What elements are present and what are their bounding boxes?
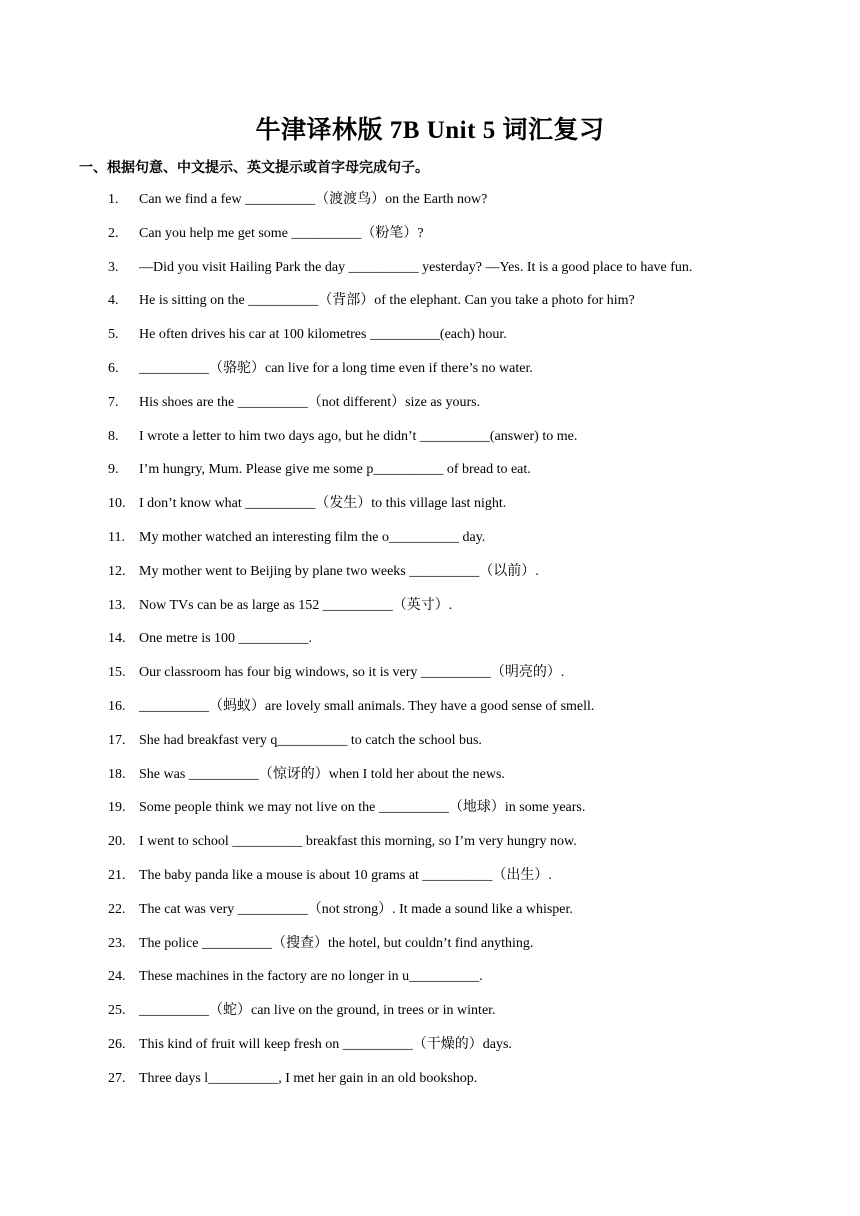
question-item [0,220,860,254]
question-number: 19. [108,800,126,816]
question-item [0,761,860,795]
question-item [0,355,860,389]
question-text: The police __________（搜查）the hotel, but couldn’t find anything. [139,935,534,951]
question-item [0,254,860,288]
question-number: 5. [108,327,119,343]
question-item [0,186,860,220]
question-number: 27. [108,1070,126,1086]
question-item [0,524,860,558]
question-number: 1. [108,192,119,207]
question-number: 6. [108,360,119,376]
question-text: Can you help me get some __________（粉笔）? [139,225,424,241]
question-text: Our classroom has four big windows, so it is very __________（明亮的）. [139,665,565,681]
question-text: __________（骆驼）can live for a long time even if there’s no water. [139,360,533,376]
question-item [0,592,860,626]
question-item [0,896,860,930]
question-number: 12. [108,563,126,579]
question-text: Now TVs can be as large as 152 __________（英寸）. [139,597,453,613]
question-item [0,625,860,659]
question-text: I went to school __________ breakfast this morning, so I’m very hungry now. [139,834,577,850]
question-item [0,558,860,592]
question-item [0,828,860,862]
question-text: __________（蛇）can live on the ground, in trees or in winter. [139,1003,496,1019]
question-text: I don’t know what __________（发生）to this village last night. [139,496,507,512]
question-number: 15. [108,665,126,681]
question-number: 16. [108,698,126,714]
section-heading: 一、根据句意、中文提示、英文提示或首字母完成句子。 [79,160,429,176]
question-text: Three days l__________, I met her gain in an old bookshop. [139,1070,478,1086]
question-item [0,963,860,997]
question-item [0,1031,860,1065]
question-item [0,287,860,321]
question-number: 3. [108,259,119,275]
question-item [0,423,860,457]
question-text: He is sitting on the __________（背部）of the elephant. Can you take a photo for him? [139,293,635,309]
question-item [0,794,860,828]
question-text: My mother went to Beijing by plane two weeks __________（以前）. [139,563,539,579]
question-text: He often drives his car at 100 kilometres __________(each) hour. [139,327,507,343]
question-item [0,693,860,727]
question-text: I’m hungry, Mum. Please give me some p__________ of bread to eat. [139,462,531,478]
question-item [0,862,860,896]
question-item [0,490,860,524]
question-number: 24. [108,969,126,985]
question-number: 14. [108,631,126,647]
question-number: 21. [108,867,126,883]
question-number: 20. [108,834,126,850]
question-number: 11. [108,529,125,545]
question-item [0,727,860,761]
question-item [0,997,860,1031]
question-number: 2. [108,225,119,241]
question-text: His shoes are the __________（not different）size as yours. [139,394,481,410]
question-number: 8. [108,428,119,444]
question-text: She had breakfast very q__________ to catch the school bus. [139,732,482,748]
question-item [0,389,860,423]
question-number: 18. [108,766,126,782]
question-number: 9. [108,462,119,478]
question-number: 23. [108,935,126,951]
question-item [0,456,860,490]
question-text: These machines in the factory are no longer in u__________. [139,969,483,985]
question-item [0,1065,860,1099]
question-number: 17. [108,732,126,748]
question-text: The cat was very __________（not strong）. It made a sound like a whisper. [139,901,573,917]
question-text: One metre is 100 __________. [139,631,313,647]
question-text: She was __________（惊讶的）when I told her about the news. [139,766,505,782]
question-item [0,321,860,355]
page-title: 牛津译林版 7B Unit 5 词汇复习 [255,117,605,144]
question-text: —Did you visit Hailing Park the day __________ yesterday? —Yes. It is a good place to have fun. [139,259,693,275]
question-number: 7. [108,394,119,410]
question-number: 10. [108,496,126,512]
question-number: 13. [108,597,126,613]
question-text: My mother watched an interesting film the o__________ day. [139,529,486,545]
question-text: Can we find a few __________（渡渡鸟）on the Earth now? [139,192,488,207]
question-text: The baby panda like a mouse is about 10 grams at __________（出生）. [139,867,552,883]
question-text: This kind of fruit will keep fresh on __________（干燥的）days. [139,1036,512,1052]
question-number: 4. [108,293,119,309]
question-text: I wrote a letter to him two days ago, but he didn’t __________(answer) to me. [139,428,578,444]
question-text: __________（蚂蚁）are lovely small animals. They have a good sense of smell. [139,698,595,714]
question-number: 25. [108,1003,126,1019]
question-list [0,186,860,1099]
question-item [0,930,860,964]
question-number: 22. [108,901,126,917]
question-item [0,659,860,693]
question-number: 26. [108,1036,126,1052]
question-text: Some people think we may not live on the __________（地球）in some years. [139,800,586,816]
